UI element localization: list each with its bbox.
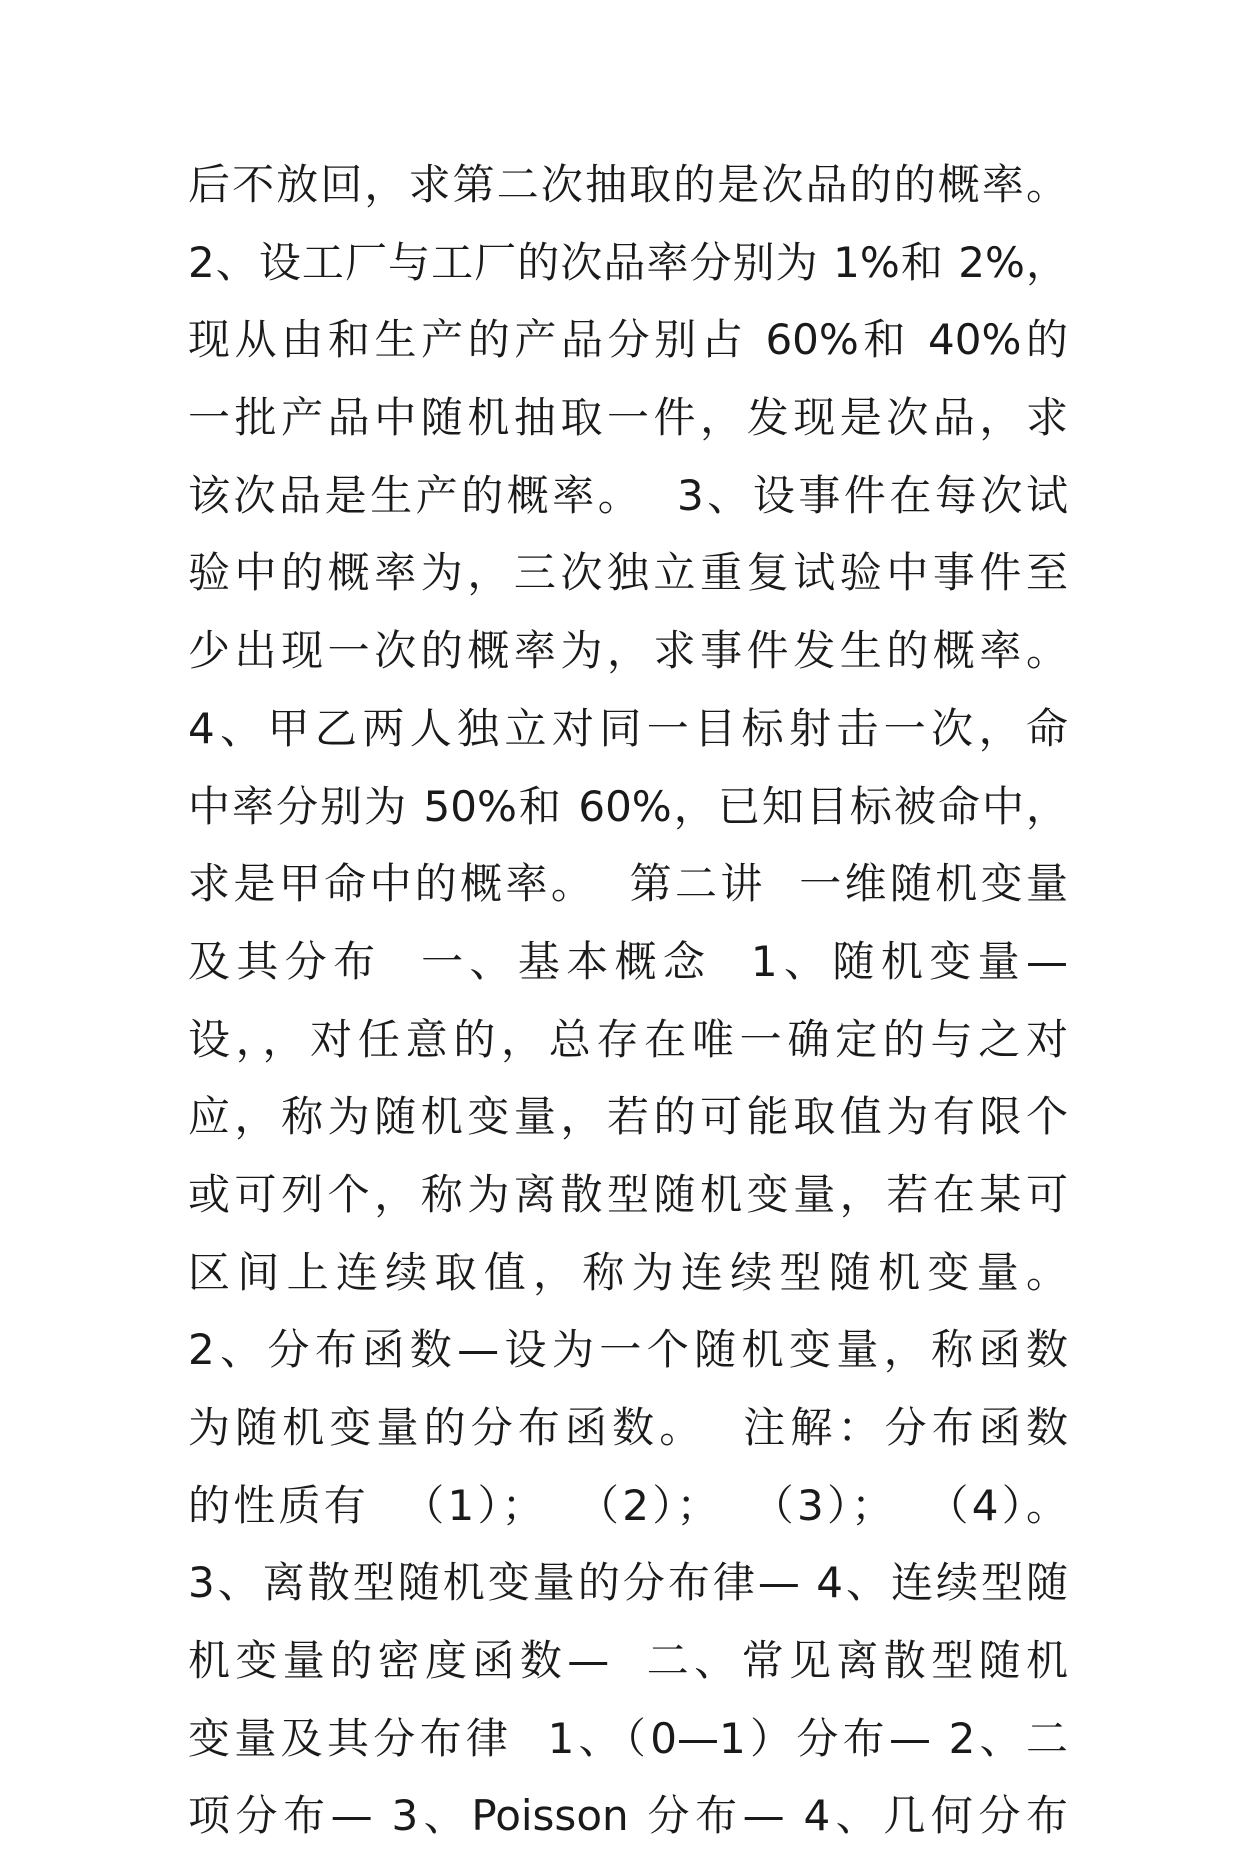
text-line: 机变量的密度函数— 二、常见离散型随机 (188, 1636, 1068, 1686)
text-line: 少出现一次的概率为，求事件发生的概率。 (188, 626, 1068, 676)
text-line: 求是甲命中的概率。 第二讲 一维随机变量 (188, 859, 1068, 909)
text-line: 区间上连续取值，称为连续型随机变量。 (188, 1247, 1068, 1297)
text-line: 3、离散型随机变量的分布律— 4、连续型随 (188, 1558, 1068, 1608)
text-line: 或可列个，称为离散型随机变量，若在某可 (188, 1169, 1068, 1219)
text-line: 4、甲乙两人独立对同一目标射击一次，命 (188, 703, 1068, 753)
text-line: 2、设工厂与工厂的次品率分别为 1%和 2%， (188, 237, 1068, 287)
text-line: 验中的概率为，三次独立重复试验中事件至 (188, 548, 1068, 598)
text-line: 中率分别为 50%和 60%，已知目标被命中， (188, 781, 1068, 831)
text-line: 为随机变量的分布函数。 注解：分布函数 (188, 1403, 1068, 1452)
text-line: 后不放回，求第二次抽取的是次品的的概率。 (188, 160, 1068, 209)
text-line: 变量及其分布律 1、（0—1）分布— 2、二 (188, 1713, 1068, 1763)
text-line: 2、分布函数—设为一个随机变量，称函数 (188, 1325, 1068, 1375)
text-line: 的性质有 （1）； （2）； （3）； （4）。 (188, 1480, 1068, 1530)
text-line: 现从由和生产的产品分别占 60%和 40%的 (188, 315, 1068, 365)
text-line: 设，，对任意的，总存在唯一确定的与之对 (188, 1014, 1068, 1064)
text-line: 该次品是生产的概率。 3、设事件在每次试 (188, 470, 1068, 520)
text-line: 一批产品中随机抽取一件，发现是次品，求 (188, 393, 1068, 443)
text-line: 及其分布 一、基本概念 1、随机变量— (188, 936, 1068, 986)
text-line: 应，称为随机变量，若的可能取值为有限个 (188, 1092, 1068, 1142)
body-text (188, 146, 1068, 1855)
text-line: 项分布— 3、Poisson 分布— 4、几何分布 (188, 1791, 1068, 1841)
